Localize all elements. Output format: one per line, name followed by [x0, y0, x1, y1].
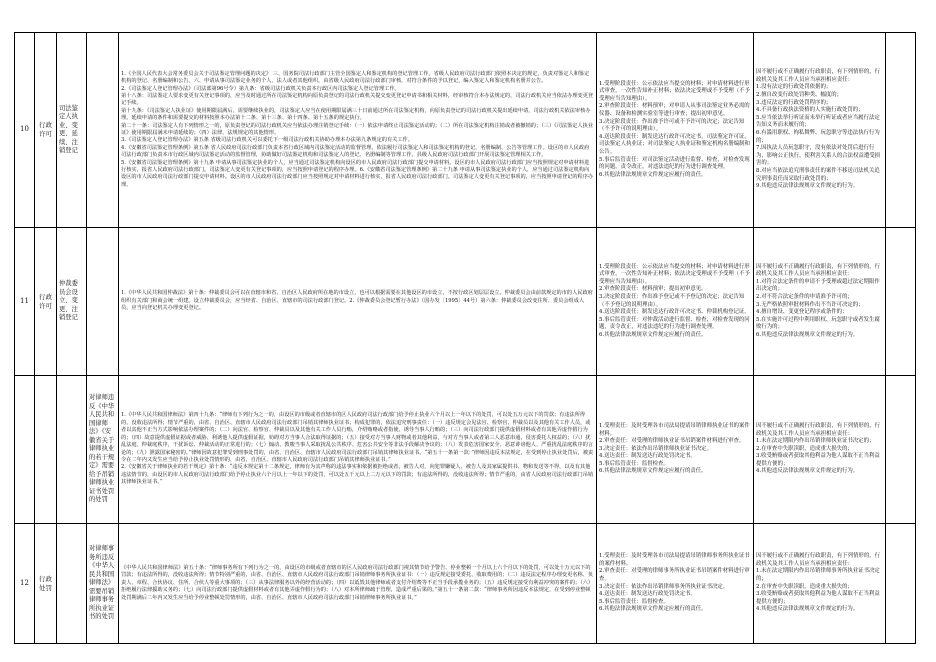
row-accountability: [754, 33, 886, 228]
row-category: [35, 376, 57, 524]
table-row: [15, 33, 916, 228]
row-accountability-line: 3.收受贿赂或者获取其他利益为他人谋取不正当利益提供方便的；: [756, 591, 880, 605]
table-row: [15, 228, 916, 376]
row-legal-basis-line: 3.《司法鉴定人登记管理办法》第五条 省级司法行政机关可以委托下一级司法行政机关协助办理本办法第九条规定的有关工作。: [121, 137, 413, 144]
row-accountability-line: 1.未在法定期限内作出吊销律师事务所执业证书决定的；: [756, 568, 880, 582]
row-responsibilities-line: 4.送达阶段责任：制发送达行政许可决定书，司法鉴定许可证，司法鉴定人执业证；对司法鉴定人执业证和鉴定机构名册编制和公告。: [599, 133, 750, 155]
row-responsibilities-line: 5.事后监管责任：对仲裁活动进行监督、检查，对检查发现的问题，责令改正，对违法违纪的行为进行调查处理。: [599, 316, 750, 331]
table-row: [15, 524, 916, 644]
row-responsibilities: [597, 376, 754, 524]
row-number: 11: [15, 228, 35, 376]
row-accountability-line: 3.收受贿赂或者获取其他利益为他人谋取不正当利益提供方便的；: [756, 453, 880, 467]
row-accountability-line: 因不履行或不正确履行行政职责，有下列情形的，行政机关及其工作人员应当承担相应责任：: [756, 263, 880, 278]
row-accountability-line: 7.因执法人员玩忽职守，没有依法对处罚后进行行为，影响公正执行，使利害关系人的合法权益遭受损害的；: [756, 145, 880, 167]
row-legal-basis-line: 4.《安徽省司法鉴定管理条例》第五条 省人民政府司法行政部门负责本省行政区域内司法鉴定活动的监督管理，依法履行司法鉴定人和司法鉴定机构的登记、名册编制、公告等管理工作。设区的市人民政府司法行政部门负责本市行政区域内司法鉴定活动的监督管理，协助做好司法鉴定机构和司法鉴定人的登记、名册编制等管理工作。县级人民政府司法行政部门开展司法鉴定管理相关工作。: [121, 144, 590, 159]
row-responsibilities-line: 2.审查责任：对受理的律师事务所执业证书吊销案件材料进行审查。: [599, 568, 750, 582]
row-category: 行政许可: [35, 33, 57, 228]
row-number: 12: [15, 524, 35, 644]
row-accountability: [754, 376, 886, 524]
row-legal-basis-line: 第二十一条：司法鉴定人有下列情形之一的，原负责登记的司法行政机关应当依法办理注销登记手续：（一）依法申请终止司法鉴定活动的；（二）所在司法鉴定机构注销或者被撤销的；（三）《司法鉴定人执业证》使用期限届满未申请延续的；（四）法律、法规规定的其他情形。: [121, 122, 594, 136]
row-responsibilities-line: 4.送达责任：制发送达行政处罚决定书。: [599, 453, 696, 460]
row-legal-basis-line: 《中华人民共和国律师法》第五十条：“律师事务所有下列行为之一的，由设区的市级或者直辖市的区人民政府司法行政部门视其情节给予警告、停业整顿一个月以上六个月以下的处罚，可以处十万元以下的罚款；有违法所得的，没收违法所得；情节特别严重的，由省、自治区、直辖市人民政府司法行政部门吊销律师事务所执业证书：（一）违反规定接受委托、收取费用的；（二）违反法定程序办理变更名称、负责人、章程、合伙协议、住所、合伙人等重大事项的；（三）从事法律服务以外的经营活动的；（四）以诋毁其他律师或者支付介绍费等不正当手段承揽业务的；（五）违反规定接受有利益冲突的案件的；（六）拒绝履行法律援助义务的；（七）向司法行政部门提供虚假材料或者有其他弄虚作假行为的；（八）对本所律师疏于管理，造成严重后果的。”第五十一条第二款：“律师事务所因违反本法规定，在受到停业整顿处罚期满后二年内又发生应当给予停业整顿处罚情形的，由省、自治区、直辖市人民政府司法行政部门吊销律师事务所执业证书。”: [121, 564, 594, 601]
row-accountability-line: 3.违反法定的行政处罚程序的；: [756, 99, 832, 106]
row-legal-basis: [119, 524, 597, 644]
row-responsibilities-line: 6.其他法律法规规章文件规定应履行的责任。: [599, 468, 707, 475]
row-accountability-line: 因不履行或不正确履行行政职责，有下列情形的，行政机关及其工作人员应当承担相应责任：: [756, 422, 880, 437]
row-accountability-line: 2.擅自改变行政处罚种类、幅度的；: [756, 92, 843, 99]
row-legal-basis: [119, 228, 597, 376]
row-legal-basis: [119, 376, 597, 524]
row-responsibilities-line: 6.其他法律法规规章文件规定应履行的责任。: [599, 171, 707, 178]
responsibility-table: [14, 32, 916, 644]
row-category: 行政许可: [35, 228, 57, 376]
row-number: 10: [15, 33, 35, 228]
row-responsibilities: [597, 228, 754, 376]
row-accountability-line: 4.其他违反法律法规规章文件规定的行为。: [756, 468, 859, 475]
row-accountability-line: 4.其他违反法律法规规章文件规定的行为。: [756, 606, 859, 613]
row-item-name: [57, 524, 87, 644]
row-item-name: 司法鉴定人执业、变更、延续、注销登记: [57, 33, 87, 228]
row-sub-item: 对律师事务所违反《中华人民共和国律师法》需要吊销律师事务所执业证书的处罚: [87, 524, 119, 644]
row-item-name: [57, 376, 87, 524]
row-accountability: [754, 524, 886, 644]
row-legal-basis-line: 5.《安徽省司法鉴定管理条例》第十九条 申请从事司法鉴定执业的个人，应当通过司法鉴定机构向设区的市人民政府司法行政部门提交申请材料。设区的市人民政府司法行政部门应当按照规定对申请材料进行核实，报省人民政府司法行政部门。司法鉴定人变更有关登记事项的，应当按照申请登记的程序办理。6.《安徽省司法鉴定管理条例》第二十九条 申请从事司法鉴定执业的个人，应当通过司法鉴定机构向设区的市人民政府司法行政部门提交申请材料。设区的市人民政府司法行政部门应当按照规定对申请材料进行核实，报省人民政府司法行政部门。司法鉴定人变更有关登记事项的，应当按照申请登记的程序办理。: [121, 159, 594, 188]
row-legal-basis-line: 1.《中华人民共和国律师法》第四十九条：“律师有下列行为之一的，由设区的市级或者直辖市的区人民政府司法行政部门给予停止执业六个月以上一年以下的处罚，可以处五万元以下的罚款；有违法所得的，没收违法所得；情节严重的，由省、自治区、直辖市人民政府司法行政部门吊销其律师执业证书；构成犯罪的，依法追究刑事责任：（一）违反规定会见法官、检察官、仲裁员以及其他有关工作人员，或者以其他不正当方式影响依法办理案件的；（二）向法官、检察官、仲裁员以及其他有关工作人员行贿，介绍贿赂或者指使、诱导当事人行贿的；（三）向司法行政部门提供虚假材料或者有其他弄虚作假行为的；（四）故意提供虚假证据或者威胁、利诱他人提供虚假证据，妨碍对方当事人合法取得证据的；（五）接受对方当事人财物或者其他利益，与对方当事人或者第三人恶意串通，侵害委托人权益的；（六）扰乱法庭、仲裁庭秩序，干扰诉讼、仲裁活动的正常进行的；（七）煽动、教唆当事人采取扰乱公共秩序、危害公共安全等非法手段解决争议的；（八）发表危害国家安全、恶意诽谤他人、严重扰乱法庭秩序的言论的；（九）泄露国家秘密的。”律师因故意犯罪受到刑事处罚的，由省、自治区、直辖市人民政府司法行政部门吊销其律师执业证书。“第五十一条第一款：”律师因违反本法规定，在受到停止执业处罚后，被责令在二年内又发生应当给予停止执业处罚情形的，由省、自治区、直辖市人民政府司法行政部门吊销其律师执业证书。”: [121, 412, 594, 463]
row-responsibilities-line: 3.决定责任：依法作出吊销律师事务所执业证书决定。: [599, 583, 729, 590]
row-legal-basis-line: 第十九条：《司法鉴定人执业证》使用期限届满后，需要继续执业的，司法鉴定人应当在使用期限届满三十日前通过所在司法鉴定机构，向原负责登记的司法行政机关提出延续申请，司法行政机关依法审核办理。延续申请的条件和需要提交的材料按照本办法第十二条、第十三条、第十四条、第十五条的规定执行。: [121, 107, 591, 122]
row-accountability-line: 5.应当依法举行听证而未举行听证或者应当履行法定告知义务而未履行的；: [756, 114, 880, 129]
row-responsibilities-line: 4.送达阶段责任：制发送达行政许可决定书、仲裁机构登记证。: [599, 309, 750, 316]
row-accountability-line: 6.其他违反法律法规规章文件规定的行为。: [756, 331, 859, 338]
row-responsibilities-line: 5.事后监管责任：监督检查。: [599, 460, 669, 467]
row-sub-item: [87, 33, 119, 228]
row-responsibilities-line: 6.其他法律法规规章文件规定应履行的责任。: [599, 606, 707, 613]
row-remark: [886, 376, 916, 524]
row-accountability: [754, 228, 886, 376]
row-accountability-line: 因不履行或不正确履行行政职责，有下列情形的，行政机关及其工作人员应当承担相应责任：: [756, 553, 880, 567]
row-accountability-line: 3.无严格依照审批材料作出不当许可决定的；: [756, 301, 864, 308]
row-responsibilities-line: 3.决定阶段责任：作出准予许可或不予许可的决定；法定告知（不予许可的说明理由）。: [599, 118, 745, 133]
row-accountability-line: 2.对不符合法定条件的申请准予许可的；: [756, 293, 853, 300]
row-legal-basis-line: 2.《安徽省关于律师执业的若干规定》第十条：“违反本规定第十二条规定，律师有为其声称的违法事实和依据被拒绝或者，被告人对，向犯罪嫌疑人、被告人及其家属提供书、物和发送等不得，以及有其他违法情节的，由设区的市人民政府司法行政部门给予停止执业六个月以上一年以下的处罚，可以处五千元以上二万元以下的罚款；有违法所得的，没收违法所得；情节严重的，由省人民政府司法行政部门吊销其律师执业证书。”: [121, 464, 594, 486]
row-responsibilities-line: 2.审查阶段责任：材料预审；提出初审意见。: [599, 286, 707, 293]
table-body: [15, 33, 916, 644]
row-number: [15, 376, 35, 524]
row-remark: [886, 33, 916, 228]
row-accountability-line: 8.对应当依法追究刑事责任的案件不移送司法机关追究刑事责任而采取行政处罚的；: [756, 167, 880, 182]
row-responsibilities-line: 1.受理责任：及时受理各市司法局提请吊销律师执业证书的案件材料。: [599, 422, 750, 437]
row-responsibilities-line: 1.受理责任：及时受理各市司法局提请吊销律师事务所执业证书的案件材料。: [599, 553, 750, 567]
row-accountability-line: 4.擅自增设、变更登记程序或条件的；: [756, 309, 848, 316]
row-remark: [886, 228, 916, 376]
row-responsibilities-line: 2.审查责任：对受理的律师执业证书吊销案件材料进行审查。: [599, 438, 745, 445]
row-responsibilities-line: 1.受理阶段责任：公示依法应当提交的材料；对申请材料进行形式审查，一次性告知补正材料；依法决定受理或不予受理（不予受理应当告知理由）。: [599, 263, 750, 285]
row-responsibilities-line: 4.送达责任：制发送达行政处罚决定书。: [599, 591, 696, 598]
row-accountability-line: 1.未在法定期限内作出吊销律师执业证书决定的；: [756, 438, 875, 445]
row-item-name: 仲裁委员会设立、变更、注销登记: [57, 228, 87, 376]
row-accountability-line: 1.没有法定的行政处罚依据的；: [756, 84, 832, 91]
row-remark: [886, 524, 916, 644]
row-sub-item: 对律师违反《中华人民共和国律师法》《安徽省关于律师执业的若干规定》需要给予吊销律师执业证书处罚的处罚: [87, 376, 119, 524]
row-accountability-line: 1.对符合法定条件的申请不予受理或超过法定期限作出决定的；: [756, 278, 880, 293]
row-accountability-line: 因不履行或不正确履行行政职责，有下列情形的，行政机关及其工作人员应当承担相应责任：: [756, 69, 880, 83]
row-responsibilities-line: 5.事后监管责任：监督检查。: [599, 598, 669, 605]
row-accountability-line: 6.有滥用职权、徇私舞弊、玩忽职守等违法执行行为的；: [756, 130, 880, 144]
row-legal-basis-line: 第十八条：司法鉴定人要求变更有关登记事项的，应当及时通过所在司法鉴定机构向原负责登记的司法行政机关提交变更登记申请书和相关材料，经审核符合本办法规定的，司法行政机关应当依法办理变更登记手续。: [121, 92, 594, 107]
row-responsibilities-line: 5.事后监管责任：对司法鉴定活动进行监督、检查，对检查发现的问题，责令改正，对违法违纪的行为进行调查处理。: [599, 156, 750, 171]
row-responsibilities-line: 2.审查阶段责任：材料预审；对申请人从事司法鉴定业务必需的仪器、设备和检测实验室等进行审查；提出初审意见。: [599, 103, 750, 118]
row-accountability-line: 2.在审查中失职渎职，造成重大损失的；: [756, 445, 853, 452]
row-responsibilities-line: 6.其他法律法规规章文件规定应履行的责任。: [599, 331, 707, 338]
row-legal-basis: [119, 33, 597, 228]
row-accountability-line: 4.不具备行政执法资格的人实施行政处罚的；: [756, 107, 864, 114]
row-responsibilities: [597, 33, 754, 228]
row-category: 行政处罚: [35, 524, 57, 644]
row-accountability-line: 5.在实施许可过程中利用职权、玩忽职守或者发生腐败行为的；: [756, 316, 880, 331]
row-legal-basis-line: 1.《中华人民共和国仲裁法》第十条：仲裁委员会可以在直辖市和省、自治区人民政府所在地的市设立，也可以根据需要在其他设区的市设立，不按行政区划层层设立。仲裁委员会由前款规定的市的人民政府组织有关部门和商会统一组建。设立仲裁委员会，应当经省、自治区、直辖市的司法行政部门登记。2.《仲裁委员会登记暂行办法》（国办发〔1995〕44号）第六条：仲裁委员会改变住所、委员会组成人员，应当向登记机关办理变更登记。: [121, 290, 593, 312]
row-accountability-line: 9.其他违反法律法规规章文件规定的行为。: [756, 183, 859, 190]
row-responsibilities-line: 3.决定阶段责任：作出准予登记或不予登记的决定；法定告知（不予登记的说明理由）。: [599, 293, 745, 308]
row-legal-basis-line: 1.《全国人民代表大会常务委员会关于司法鉴定管理问题的决定》 三、国务院司法行政部门主管全国鉴定人和鉴定机构的登记管理工作。省级人民政府司法行政部门依照本决定的规定，负责对鉴定人和鉴定机构的登记、名册编制和公告。六、申请从事司法鉴定业务的个人、法人或者其他组织，由省级人民政府司法行政部门审核，对符合条件的予以登记，编入鉴定人和鉴定机构名册并公告。: [121, 70, 590, 85]
row-legal-basis-line: 2.《司法鉴定人登记管理办法》（司法部第96号令）第九条：省级司法行政机关负责本行政区内司法鉴定人登记管理工作。: [121, 85, 400, 92]
row-accountability-line: 2.在审查中失职渎职，造成重大损失的；: [756, 583, 853, 590]
row-responsibilities: [597, 524, 754, 644]
row-responsibilities-line: 3.决定责任：依法作出吊销律师执业证书决定。: [599, 445, 712, 452]
row-sub-item: [87, 228, 119, 376]
row-responsibilities-line: 1.受理阶段责任：公示依法应当提交的材料；对申请材料进行形式审查，一次性告知补正材料；依法决定受理或不予受理（不予受理应当告知理由）。: [599, 80, 750, 102]
table-row: [15, 376, 916, 524]
